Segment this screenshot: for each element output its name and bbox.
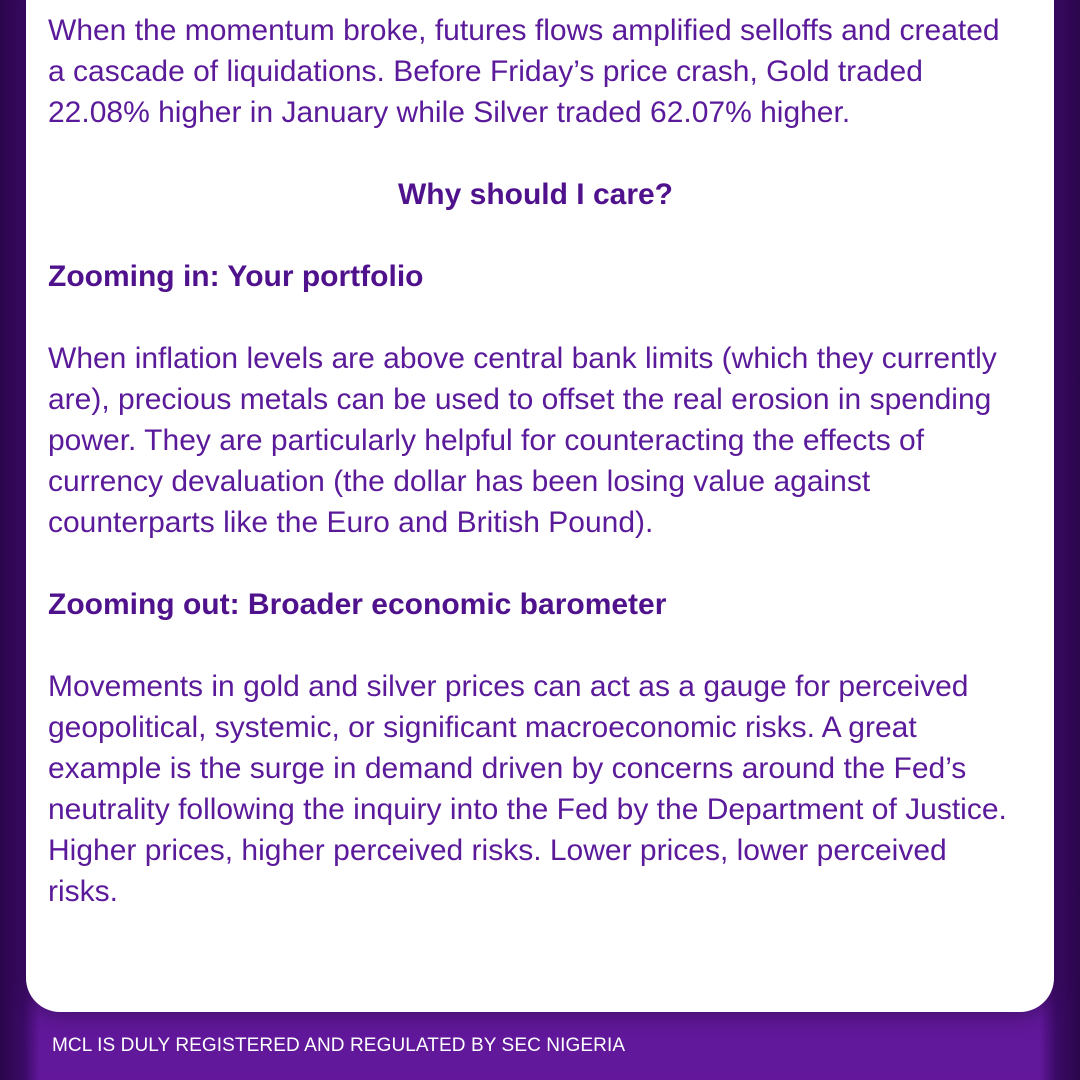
spacer	[48, 625, 1023, 666]
spacer	[48, 215, 1023, 256]
article-body	[48, 10, 1023, 912]
spacer	[48, 297, 1023, 338]
spacer	[48, 133, 1023, 174]
intro-paragraph: When the momentum broke, futures flows amplified selloffs and created a cascade of liquidations. Before Friday’s price crash, Gold traded 22.08% higher in January while Silver traded 62.07% higher.	[48, 14, 1000, 129]
barometer-paragraph: Movements in gold and silver prices can act as a gauge for perceived geopolitical, systemic, or significant macroeconomic risks. A great example is the surge in demand driven by concerns around the Fed’s neutrality following the inquiry into the Fed by the Department of Justice. Higher prices, higher perceived risks. Lower prices, lower perceived risks.	[48, 670, 1007, 908]
zoom-in-heading: Zooming in: Your portfolio	[48, 260, 424, 293]
portfolio-paragraph: When inflation levels are above central bank limits (which they currently are), precious metals can be used to offset the real erosion in spending power. They are particularly helpful for counteracting the effects of currency devaluation (the dollar has been losing value against counterparts like the Euro and British Pound).	[48, 342, 997, 539]
zoom-out-heading: Zooming out: Broader economic barometer	[48, 588, 667, 621]
spacer	[48, 543, 1023, 584]
regulatory-disclaimer: MCL IS DULY REGISTERED AND REGULATED BY SEC NIGERIA	[52, 1035, 626, 1056]
question-heading: Why should I care?	[397, 178, 674, 211]
